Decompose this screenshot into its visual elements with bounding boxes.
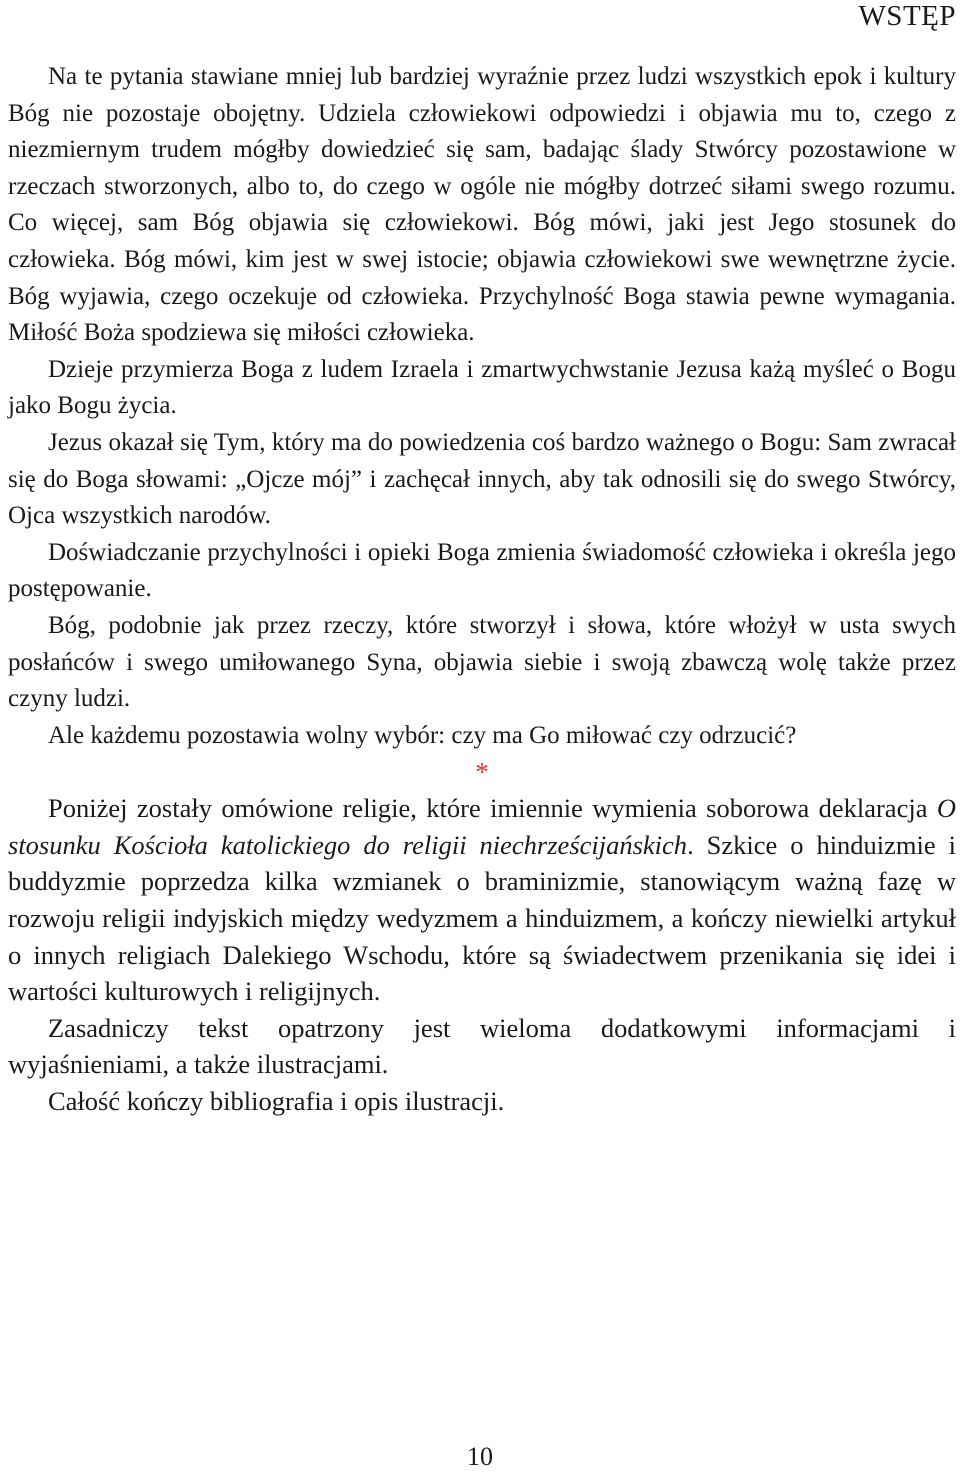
- paragraph: Zasadniczy tekst opatrzony jest wieloma dodatkowymi informacjami i wyjaśnieniami, a także ilustracjami.: [8, 1012, 956, 1080]
- paragraph: Doświadczanie przychylności i opieki Boga zmienia świadomość człowieka i określa jego postępowanie.: [8, 538, 956, 603]
- paragraph: Dzieje przymierza Boga z ludem Izraela i zmartwychwstanie Jezusa każą myśleć o Bogu jako Bogu życia.: [8, 355, 956, 420]
- declaration-title: O stosunku Kościoła katolickiego do religii niechrześcijańskich: [8, 793, 956, 860]
- declaration-text-before: Poniżej zostały omówione religie, które imiennie wymienia soborowa deklaracja: [48, 793, 937, 824]
- page-number: 10: [467, 1442, 493, 1471]
- paragraph: Bóg, podobnie jak przez rzeczy, które stworzył i słowa, które włożył w usta swych posłańców i swego umiłowanego Syna, objawia siebie i swoją zbawczą wolę także przez czyny ludzi.: [8, 611, 956, 713]
- paragraph: Jezus okazał się Tym, który ma do powiedzenia coś bardzo ważnego o Bogu: Sam zwracał się do Boga słowami: „Ojcze mój” i zachęcał innych, aby tak odnosili się do swego Stwórcy, Ojca wszystkich narodów.: [8, 428, 956, 530]
- page-body: [8, 59, 956, 1120]
- paragraph: Ale każdemu pozostawia wolny wybór: czy ma Go miłować czy odrzucić?: [48, 721, 797, 749]
- declaration-text-after: . Szkice o hinduizmie i buddyzmie poprzedza kilka wzmianek o braminizmie, stanowiącym ważną fazę w rozwoju religii indyjskich między wedyzmem a hinduizmem, a kończy niewielki artykuł o innych religiach Dalekiego Wschodu, które są świadectwem przenikania się idei i wartości kulturowych i religijnych.: [8, 829, 956, 1007]
- paragraph: Całość kończy bibliografia i opis ilustracji.: [48, 1086, 505, 1117]
- paragraph-declaration: [8, 790, 956, 1010]
- section-separator-asterisk: *: [475, 757, 489, 788]
- paragraph: Na te pytania stawiane mniej lub bardziej wyraźnie przez ludzi wszystkich epok i kultury Bóg nie pozostaje obojętny. Udziela człowiekowi odpowiedzi i objawia mu to, czego z niezmiernym trudem mógłby dowiedzieć się sam, badając ślady Stwórcy pozostawione w rzeczach stworzonych, albo to, do czego w ogóle nie mógłby dotrzeć siłami swego rozumu. Co więcej, sam Bóg objawia się człowiekowi. Bóg mówi, jaki jest Jego stosunek do człowieka. Bóg mówi, kim jest w swej istocie; objawia człowiekowi swe wewnętrzne życie. Bóg wyjawia, czego oczekuje od człowieka. Przychylność Boga stawia pewne wymagania. Miłość Boża spodziewa się miłości człowieka.: [8, 63, 956, 347]
- running-header: WSTĘP: [858, 0, 956, 32]
